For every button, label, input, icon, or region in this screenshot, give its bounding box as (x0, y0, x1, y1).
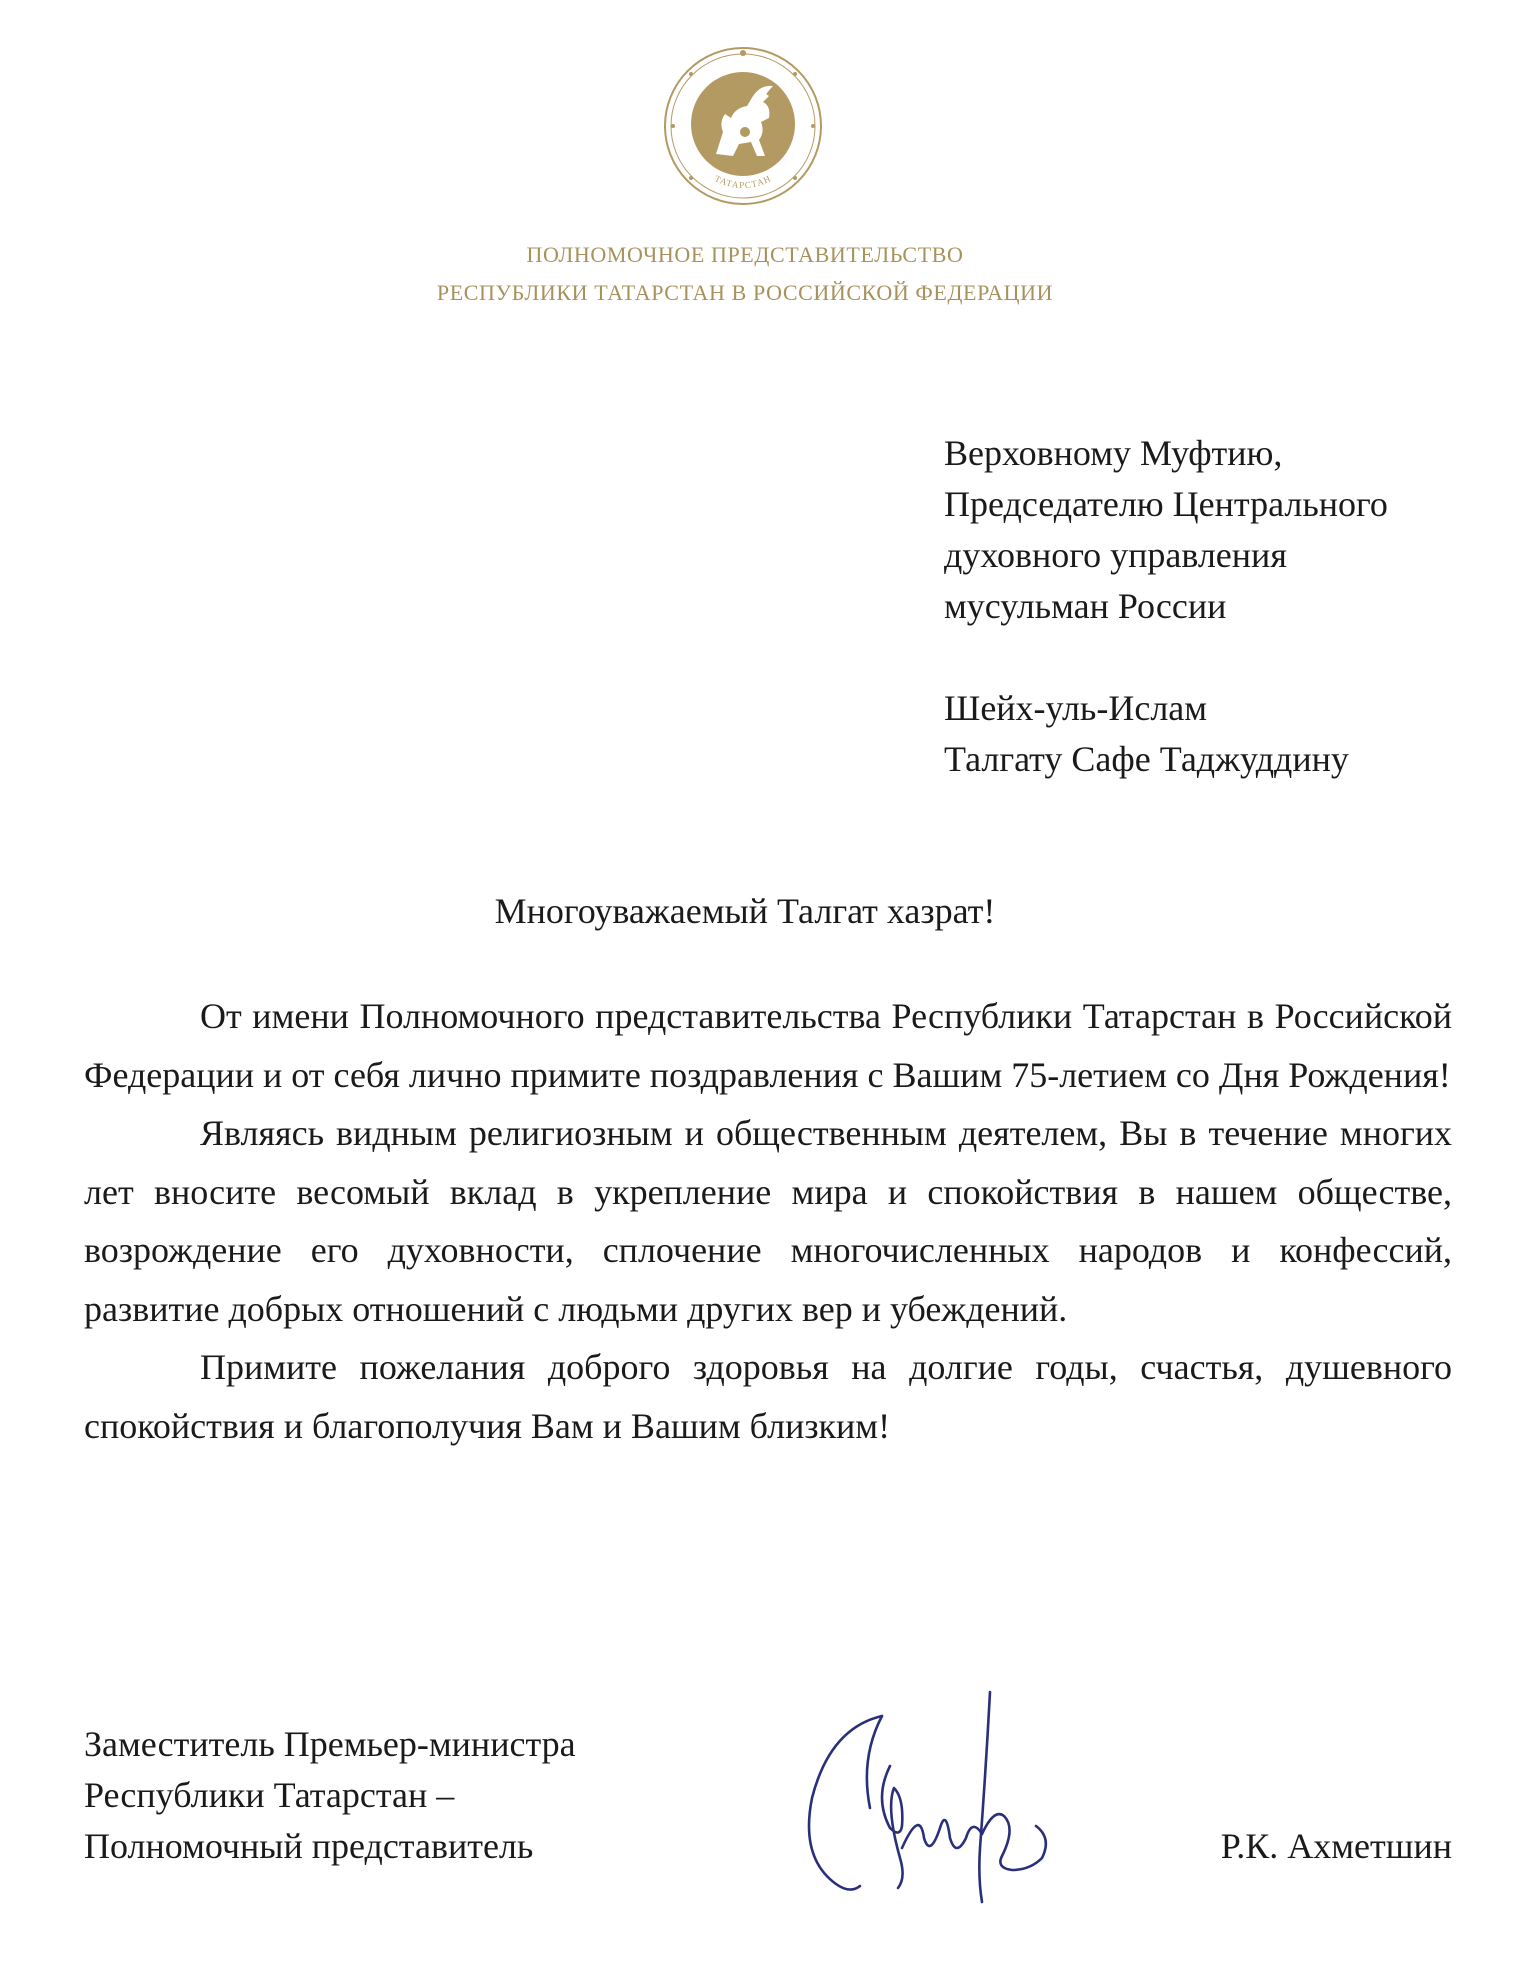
org-name-line-2: РЕСПУБЛИКИ ТАТАРСТАН В РОССИЙСКОЙ ФЕДЕРАЦИИ (436, 280, 1054, 305)
tatarstan-emblem-icon (661, 44, 825, 208)
addressee-line: мусульман России (944, 586, 1227, 626)
organization-name (0, 236, 1490, 312)
sender-position-line: Республики Татарстан – (84, 1775, 455, 1815)
addressee-name-line: Талгату Сафе Таджуддину (944, 739, 1349, 779)
addressee-spacer (944, 632, 1464, 683)
sender-position-line: Заместитель Премьер-министра (84, 1724, 576, 1764)
signer-name: Р.К. Ахметшин (1220, 1826, 1452, 1866)
sender-position (84, 1719, 704, 1872)
body-paragraph: Являясь видным религиозным и общественным деятелем, Вы в течение многих лет вносите весомый вклад в укрепление мира и спокойствия в нашем обществе, возрождение его духовности, сплочение многочисленных народов и конфессий, развитие добрых отношений с людьми других вер и убеждений. (84, 1113, 1452, 1329)
body-paragraph: От имени Полномочного представительства Республики Татарстан в Российской Федерации и от себя лично примите поздравления с Вашим 75-летием со Дня Рождения! (84, 996, 1452, 1095)
salutation: Многоуважаемый Талгат хазрат! (494, 891, 996, 931)
org-name-line-1: ПОЛНОМОЧНОЕ ПРЕДСТАВИТЕЛЬСТВО (526, 242, 964, 267)
addressee-block (944, 428, 1464, 785)
body-paragraph: Примите пожелания доброго здоровья на долгие годы, счастья, душевного спокойствия и благополучия Вам и Вашим близким! (84, 1347, 1452, 1446)
handwritten-signature (790, 1688, 1090, 1918)
addressee-name-line: Шейх-уль-Ислам (944, 688, 1208, 728)
emblem-label: ТАТАРСТАН (713, 173, 773, 191)
sender-position-line: Полномочный представитель (84, 1826, 534, 1866)
addressee-line: Верховному Муфтию, (944, 433, 1283, 473)
letter-body (84, 987, 1452, 1455)
addressee-line: духовного управления (944, 535, 1287, 575)
addressee-line: Председателю Центрального (944, 484, 1388, 524)
